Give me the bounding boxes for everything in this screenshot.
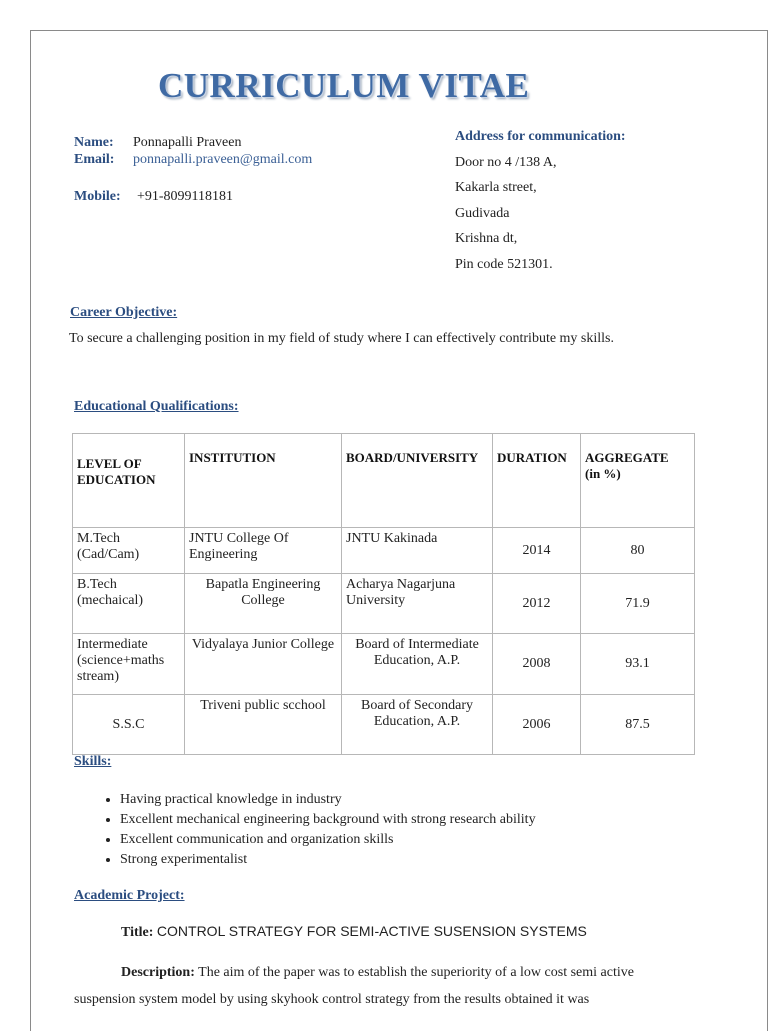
cell-level: S.S.C [73, 695, 185, 755]
cell-level: Intermediate (science+maths stream) [73, 634, 185, 695]
cell-duration: 2008 [493, 634, 581, 695]
cell-board: Board of Intermediate Education, A.P. [342, 634, 493, 695]
project-description-continuation: suspension system model by using skyhook control strategy from the results obtained it was [74, 992, 590, 1007]
project-title-line [121, 923, 587, 941]
list-item: • Having practical knowledge in industry [120, 790, 536, 810]
education-table [72, 433, 695, 755]
skills-list [72, 790, 536, 870]
project-heading: Academic Project: [74, 888, 185, 903]
column-header-board: BOARD/UNIVERSITY [342, 434, 493, 528]
column-header-aggregate [581, 434, 695, 528]
cell-duration: 2014 [493, 528, 581, 574]
cell-aggregate: 71.9 [581, 574, 695, 634]
cell-board: Board of Secondary Education, A.P. [342, 695, 493, 755]
name-label: Name: [74, 135, 114, 150]
column-header-institution: INSTITUTION [185, 434, 342, 528]
table-row [73, 574, 695, 634]
column-header-duration: DURATION [493, 434, 581, 528]
cell-duration: 2006 [493, 695, 581, 755]
project-description-label: Description: [121, 965, 195, 980]
career-objective-text: To secure a challenging position in my field of study where I can effectively contribute my skills. [69, 331, 615, 346]
table-header-row [73, 434, 695, 528]
aggregate-header-text: AGGREGATE [585, 450, 669, 465]
cell-board: JNTU Kakinada [342, 528, 493, 574]
list-item: • Strong experimentalist [120, 850, 536, 870]
cell-institution: Triveni public scchool [185, 695, 342, 755]
name-value: Ponnapalli Praveen [133, 135, 242, 150]
address-label: Address for communication: [455, 129, 626, 144]
cell-aggregate: 87.5 [581, 695, 695, 755]
cell-level: B.Tech (mechaical) [73, 574, 185, 634]
list-item: • Excellent mechanical engineering background with strong research ability [120, 810, 536, 830]
project-description-line [121, 965, 634, 981]
aggregate-header-unit: (in %) [585, 466, 621, 481]
project-title: CONTROL STRATEGY FOR SEMI-ACTIVE SUSENSION SYSTEMS [156, 923, 587, 939]
cell-duration: 2012 [493, 574, 581, 634]
education-heading: Educational Qualifications: [74, 399, 239, 414]
table-row [73, 528, 695, 574]
cell-institution: Bapatla Engineering College [185, 574, 342, 634]
cell-aggregate: 80 [581, 528, 695, 574]
address-line: Kakarla street, [455, 180, 537, 195]
mobile-label: Mobile: [74, 189, 121, 204]
cell-level: M.Tech (Cad/Cam) [73, 528, 185, 574]
address-line: Pin code 521301. [455, 257, 553, 272]
project-title-label: Title: [121, 925, 154, 940]
address-line: Door no 4 /138 A, [455, 155, 557, 170]
cell-aggregate: 93.1 [581, 634, 695, 695]
career-objective-heading: Career Objective: [70, 305, 178, 320]
table-row [73, 634, 695, 695]
email-link[interactable]: ponnapalli.praveen@gmail.com [133, 152, 313, 167]
list-item: • Excellent communication and organization skills [120, 830, 536, 850]
cell-board: Acharya Nagarjuna University [342, 574, 493, 634]
cell-institution: JNTU College Of Engineering [185, 528, 342, 574]
skills-heading: Skills: [74, 754, 112, 769]
document-title: CURRICULUM VITAE [158, 66, 530, 105]
address-line: Krishna dt, [455, 231, 518, 246]
table-row [73, 695, 695, 755]
address-line: Gudivada [455, 206, 510, 221]
mobile-value: +91-8099118181 [137, 189, 234, 204]
cell-institution: Vidyalaya Junior College [185, 634, 342, 695]
project-description-text: The aim of the paper was to establish the superiority of a low cost semi active [198, 965, 634, 980]
column-header-level: LEVEL OF EDUCATION [73, 434, 185, 528]
email-label: Email: [74, 152, 115, 167]
